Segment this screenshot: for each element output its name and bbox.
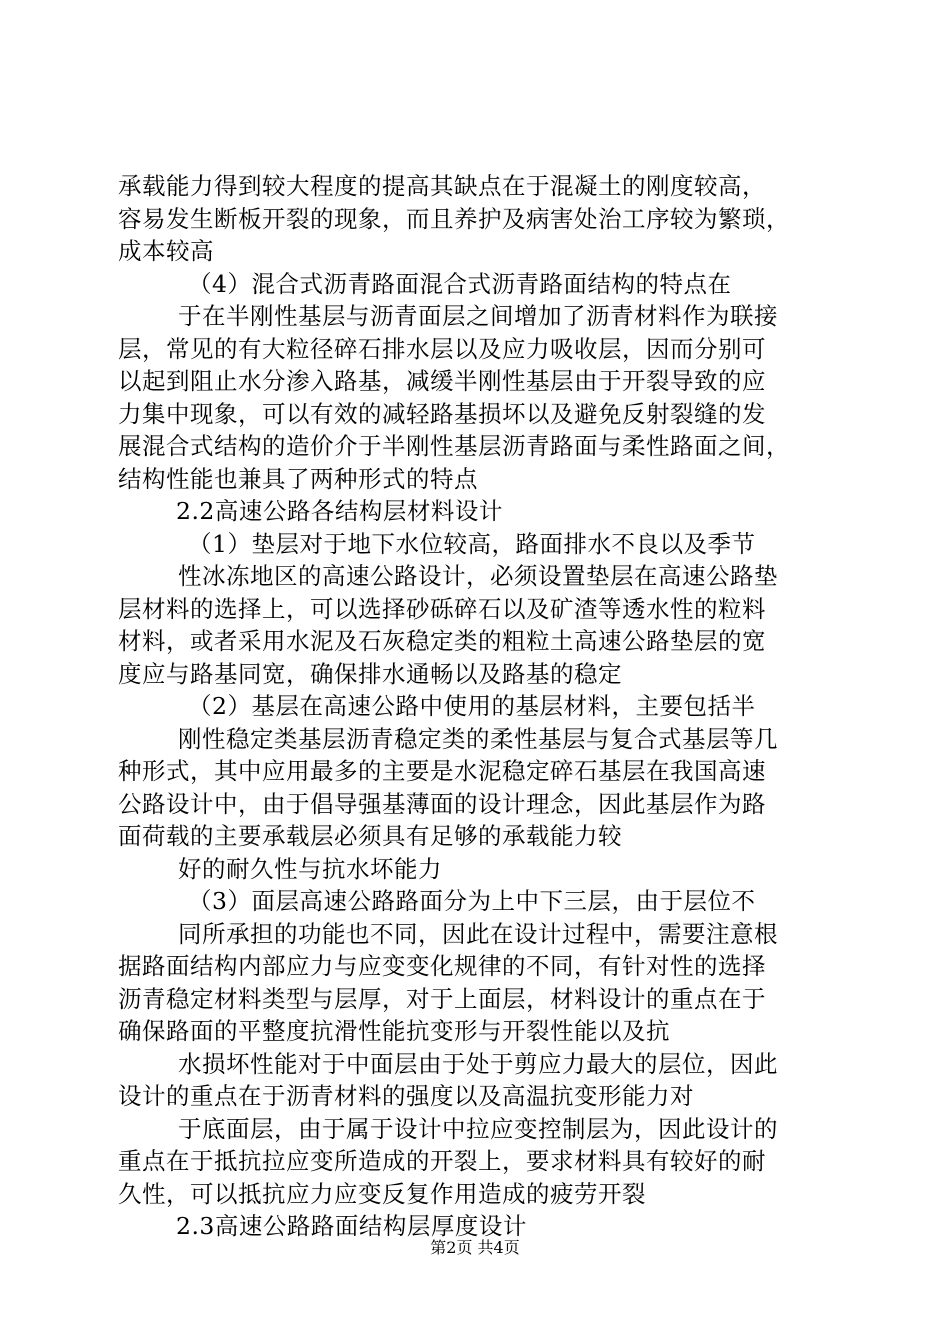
text-line: 久性，可以抵抗应力应变反复作用造成的疲劳开裂 [118,1179,646,1208]
text-line: 种形式，其中应用最多的主要是水泥稳定碎石基层在我国高速 [118,757,766,785]
text-line: 刚性稳定类基层沥青稳定类的柔性基层与复合式基层等几 [178,724,778,753]
document-body [118,170,858,1243]
text-line: 同所承担的功能也不同，因此在设计过程中，需要注意根 [178,919,778,948]
text-line: 面荷载的主要承载层必须具有足够的承载能力较 [118,822,622,850]
text-line: 设计的重点在于沥青材料的强度以及高温抗变形能力对 [118,1082,694,1110]
text-line: 确保路面的平整度抗滑性能抗变形与开裂性能以及抗 [118,1017,670,1045]
text-line: 于在半刚性基层与沥青面层之间增加了沥青材料作为联接 [178,302,778,330]
text-line: 以起到阻止水分渗入路基，减缓半刚性基层由于开裂导致的应 [118,367,766,395]
text-line: 水损坏性能对于中面层由于处于剪应力最大的层位，因此 [178,1049,778,1078]
page-footer: 第2页 共4页 [430,1238,520,1257]
text-line: 容易发生断板开裂的现象，而且养护及病害处治工序较为繁琐， [118,204,790,233]
text-line: 重点在于抵抗拉应变所造成的开裂上，要求材料具有较好的耐 [118,1147,766,1175]
text-line: 力集中现象，可以有效的减轻路基损坏以及避免反射裂缝的发 [118,399,766,428]
text-line: 于底面层，由于属于设计中拉应变控制层为，因此设计的 [178,1114,778,1143]
text-line: （2）基层在高速公路中使用的基层材料，主要包括半 [188,692,756,720]
text-line: 性冰冻地区的高速公路设计，必须设置垫层在高速公路垫 [178,562,778,590]
text-line: 层材料的选择上，可以选择砂砾碎石以及矿渣等透水性的粒料 [118,594,766,623]
text-line: 展混合式结构的造价介于半刚性基层沥青路面与柔性路面之间， [118,432,790,460]
text-line: 成本较高 [118,237,214,265]
text-line: （4）混合式沥青路面混合式沥青路面结构的特点在 [188,269,732,298]
text-line: 好的耐久性与抗水坏能力 [178,854,442,883]
text-line: 结构性能也兼具了两种形式的特点 [118,464,478,493]
text-line: 材料，或者采用水泥及石灰稳定类的粗粒土高速公路垫层的宽 [118,627,766,655]
text-line: 公路设计中，由于倡导强基薄面的设计理念，因此基层作为路 [118,789,766,818]
text-line: 度应与路基同宽，确保排水通畅以及路基的稳定 [118,659,622,688]
text-line: 承载能力得到较大程度的提高其缺点在于混凝土的刚度较高， [118,172,766,200]
text-line: 层，常见的有大粒径碎石排水层以及应力吸收层，因而分别可 [118,334,766,363]
text-line: 2.3高速公路路面结构层厚度设计 [176,1212,527,1240]
text-line: （1）垫层对于地下水位较高，路面排水不良以及季节 [188,529,756,558]
text-line: 据路面结构内部应力与应变变化规律的不同，有针对性的选择 [118,952,766,980]
text-line: 沥青稳定材料类型与层厚，对于上面层，材料设计的重点在于 [118,984,766,1013]
text-line: 2.2高速公路各结构层材料设计 [176,497,503,525]
text-line: （3）面层高速公路路面分为上中下三层，由于层位不 [188,887,756,915]
